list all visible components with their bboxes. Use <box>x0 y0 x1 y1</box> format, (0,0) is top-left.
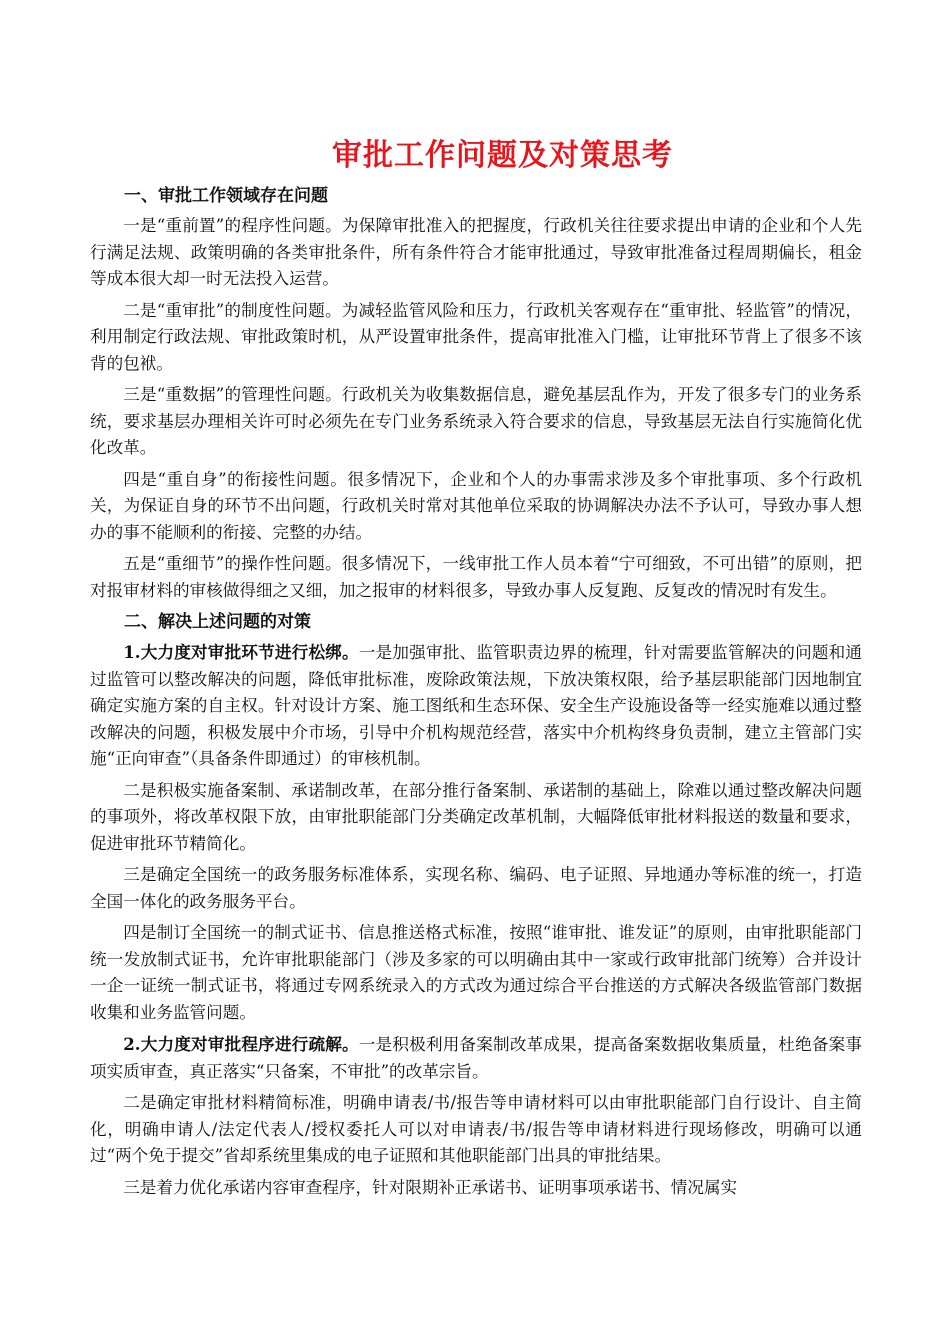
paragraph: 三是“重数据”的管理性问题。行政机关为收集数据信息，避免基层乱作为，开发了很多专门的业务系统，要求基层办理相关许可时必须先在专门业务系统录入符合要求的信息，导致基层无法自行实施简化优化改革。 <box>90 385 862 457</box>
paragraph: 三是确定全国统一的政务服务标准体系，实现名称、编码、电子证照、异地通办等标准的统一，打造全国一体化的政务服务平台。 <box>90 865 862 911</box>
paragraph: 一是“重前置”的程序性问题。为保障审批准入的把握度，行政机关往往要求提出申请的企业和个人先行满足法规、政策明确的各类审批条件，所有条件符合才能审批通过，导致审批准备过程周期偏长，租金等成本很大却一时无法投入运营。 <box>90 216 862 288</box>
paragraph-text: 一是积极利用备案制改革成果，提高备案数据收集质量，杜绝备案事项实质审查，真正落实“只备案，不审批”的改革宗旨。 <box>90 1035 863 1081</box>
paragraph: 五是“重细节”的操作性问题。很多情况下，一线审批工作人员本着“宁可细致，不可出错”的原则，把对报审材料的审核做得细之又细，加之报审的材料很多，导致办事人反复跑、反复改的情况时有发生。 <box>90 554 862 600</box>
paragraph-text: 一是加强审批、监管职责边界的梳理，针对需要监管解决的问题和通过监管可以整改解决的问题，降低审批标准，废除政策法规，下放决策权限，给予基层职能部门因地制宜确定实施方案的自主权。针对设计方案、施工图纸和生态环保、安全生产设施设备等一经实施难以通过整改解决的问题，积极发展中介市场，引导中介机构规范经营，落实中介机构终身负责制，建立主管部门实施“正向审查”（具备条件即通过）的审核机制。 <box>90 643 863 768</box>
document-body <box>90 183 862 1206</box>
paragraph: 四是制订全国统一的制式证书、信息推送格式标准，按照“谁审批、谁发证”的原则，由审批职能部门统一发放制式证书，允许审批职能部门（涉及多家的可以明确由其中一家或行政审批部门统筹）合并设计一企一证统一制式证书，将通过专网系统录入的方式改为通过综合平台推送的方式解决各级监管部门数据收集和业务监管问题。 <box>90 923 862 1022</box>
paragraph: 四是“重自身”的衔接性问题。很多情况下，企业和个人的办事需求涉及多个审批事项、多个行政机关，为保证自身的环节不出问题，行政机关时常对其他单位采取的协调解决办法不予认可，导致办事人想办的事不能顺利的衔接、完整的办结。 <box>90 469 862 542</box>
paragraph: 二是积极实施备案制、承诺制改革，在部分推行备案制、承诺制的基础上，除难以通过整改解决问题的事项外，将改革权限下放，由审批职能部门分类确定改革机制，大幅降低审批材料报送的数量和要求，促进审批环节精简化。 <box>90 780 862 853</box>
subsection-lead: 2.大力度对审批程序进行疏解。 <box>123 1034 359 1054</box>
document-title: 审批工作问题及对策思考 <box>332 138 673 173</box>
paragraph: 二是确定审批材料精简标准，明确申请表/书/报告等申请材料可以由审批职能部门自行设计、自主简化，明确申请人/法定代表人/授权委托人可以对申请表/书/报告等申请材料进行现场修改，明确可以通过“两个免于提交”省却系统里集成的电子证照和其他职能部门出具的审批结果。 <box>90 1093 862 1165</box>
section-heading: 一、审批工作领域存在问题 <box>124 186 328 206</box>
paragraph: 二是“重审批”的制度性问题。为减轻监管风险和压力，行政机关客观存在“重审批、轻监管”的情况，利用制定行政法规、审批政策时机，从严设置审批条件，提高审批准入门槛，让审批环节背上了很多不该背的包袱。 <box>90 300 862 373</box>
subsection-lead: 1.大力度对审批环节进行松绑。 <box>123 642 359 662</box>
paragraph <box>90 1031 862 1085</box>
section-heading: 二、解决上述问题的对策 <box>124 612 311 632</box>
paragraph <box>90 639 862 773</box>
paragraph: 三是着力优化承诺内容审查程序，针对限期补正承诺书、证明事项承诺书、情况属实 <box>123 1177 738 1197</box>
